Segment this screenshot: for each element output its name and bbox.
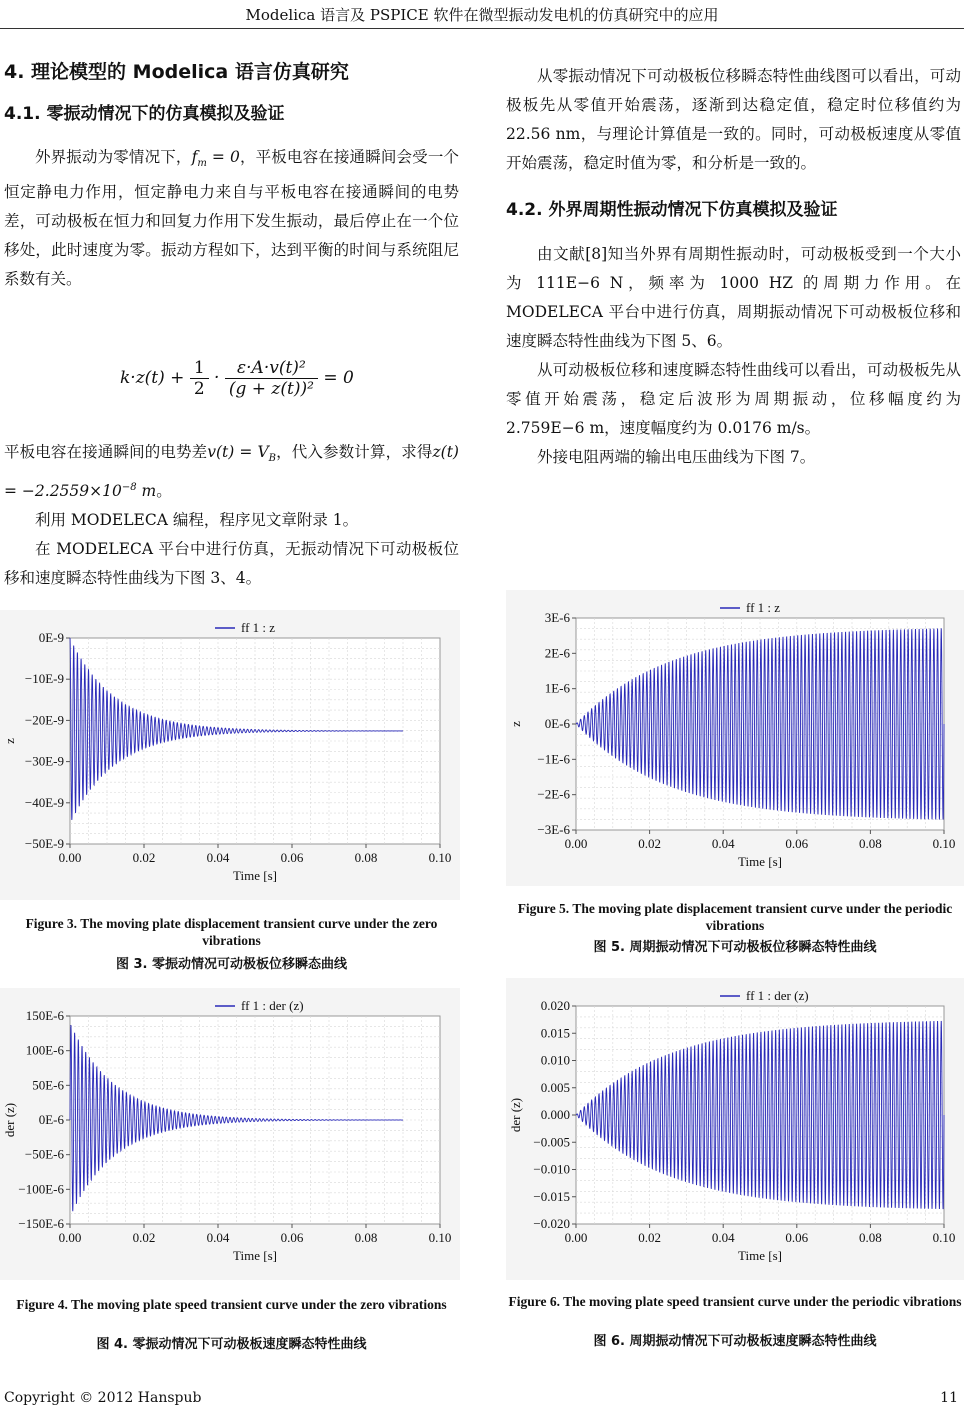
y-tick-label: 0E-6 [544, 716, 570, 731]
y-tick-label: −10E-9 [24, 671, 64, 687]
y-tick-label: −0.005 [533, 1134, 570, 1150]
legend-label: ff 1 : z [241, 620, 276, 635]
x-tick-label: 0.00 [564, 1230, 588, 1245]
x-axis-label: Time [s] [738, 854, 782, 869]
x-tick-label: 0.04 [711, 1230, 735, 1245]
y-tick-label: 0E-6 [38, 1112, 64, 1127]
paragraph: 从零振动情况下可动极板位移瞬态特性曲线图可以看出，可动极板先从零值开始震荡，逐渐到达稳定值，稳定时位移值约为 22.56 nm，与理论计算值是一致的。同时，可动极板速度从零值开始震荡，稳定时值为零，和分析是一致的。 [506, 67, 961, 172]
y-tick-label: −30E-9 [24, 753, 64, 769]
y-tick-label: −0.010 [533, 1161, 570, 1177]
y-axis-label: z [508, 721, 523, 727]
x-tick-label: 0.08 [354, 1230, 378, 1245]
y-tick-label: 0.015 [540, 1025, 570, 1041]
section-title: 4. 理论模型的 Modelica 语言仿真研究 [4, 61, 349, 83]
figure-6-caption-en: Figure 6. The moving plate speed transient curve under the periodic vibrations [508, 1294, 962, 1309]
x-tick-label: 0.00 [564, 836, 588, 851]
figure-3-caption-cn: 图 3. 零振动情况可动极板位移瞬态曲线 [115, 957, 348, 972]
running-header: Modelica 语言及 PSPICE 软件在微型振动发电机的仿真研究中的应用 [245, 6, 719, 24]
paragraph: 由文献[8]知当外界有周期性振动时，可动极板受到一个大小为 111E−6 N，频率为 1000 HZ 的周期力作用。在 MODELECA 平台中进行仿真，周期振动情况下可动极板位移和速度瞬态特性曲线为下图 5、6。 [506, 245, 961, 350]
paragraph: 平板电容在接通瞬间的电势差$v(t) = V_B$，代入参数计算，求得$z(t) = -2.2559\times 10^{-8}$ m。 [4, 443, 459, 501]
y-axis-label: der (z) [508, 1097, 523, 1133]
header-rule [0, 28, 964, 29]
figure-3-chart [0, 610, 460, 900]
y-tick-label: −50E-6 [24, 1146, 64, 1162]
y-tick-label: 0.005 [540, 1079, 570, 1095]
x-tick-label: 0.06 [785, 1230, 809, 1245]
x-tick-label: 0.04 [711, 836, 735, 851]
legend-label: ff 1 : der (z) [241, 998, 304, 1013]
y-tick-label: 1E-6 [544, 680, 570, 696]
x-tick-label: 0.10 [932, 836, 956, 851]
inline-math: $f_m = 0$ [191, 148, 240, 170]
x-tick-label: 0.08 [354, 850, 378, 865]
x-tick-label: 0.06 [280, 1230, 304, 1245]
x-tick-label: 0.08 [859, 836, 882, 851]
x-axis-label: Time [s] [233, 868, 277, 883]
y-tick-label: −20E-9 [24, 712, 64, 728]
x-tick-label: 0.08 [859, 1230, 882, 1245]
y-tick-label: 3E-6 [544, 610, 570, 625]
y-tick-label: −150E-6 [18, 1216, 64, 1231]
x-tick-label: 0.06 [280, 850, 304, 865]
figure-6-chart [506, 978, 964, 1280]
figure-4-caption-cn: 图 4. 零振动情况下可动极板速度瞬态特性曲线 [96, 1337, 367, 1352]
figure-5-chart [506, 590, 964, 886]
subsection-title-4-1: 4.1. 零振动情况下的仿真模拟及验证 [4, 104, 285, 124]
y-tick-label: −0.020 [533, 1216, 570, 1231]
paragraph: 外接电阻两端的输出电压曲线为下图 7。 [537, 448, 816, 466]
x-tick-label: 0.10 [428, 850, 452, 865]
y-tick-label: −0.015 [533, 1188, 570, 1204]
x-axis-label: Time [s] [738, 1248, 782, 1263]
figure-4-caption-en: Figure 4. The moving plate speed transient curve under the zero vibrations [16, 1297, 447, 1312]
paragraph: 在 MODELECA 平台中进行仿真，无振动情况下可动极板位移和速度瞬态特性曲线为下图 3、4。 [4, 540, 459, 588]
y-tick-label: −3E-6 [537, 822, 570, 837]
y-tick-label: 50E-6 [32, 1077, 64, 1093]
page-number: 11 [940, 1390, 958, 1406]
y-tick-label: 2E-6 [544, 645, 570, 661]
x-tick-label: 0.02 [638, 836, 661, 851]
text: ，平板电容在接通瞬间会受一个恒定静电力作用，恒定静电力来自与平板电容在接通瞬间的电势差，可动极板在恒力和回复力作用下发生振动，最后停止在一个位移处，此时速度为零。振动方程如下，达到平衡的时间与系统阻尼系数有关。 [4, 148, 459, 289]
y-tick-label: −1E-6 [537, 751, 570, 767]
paragraph: 利用 MODELECA 编程，程序见文章附录 1。 [35, 511, 359, 530]
figure-3-caption-en: Figure 3. The moving plate displacement transient curve under the zero vibrations [25, 916, 438, 948]
subsection-title-4-2: 4.2. 外界周期性振动情况下仿真模拟及验证 [506, 200, 838, 220]
paragraph [4, 143, 459, 294]
figure-4-chart [0, 988, 460, 1280]
x-tick-label: 0.10 [932, 1230, 956, 1245]
y-axis-label: der (z) [2, 1102, 17, 1138]
left-column [4, 58, 459, 294]
x-axis-label: Time [s] [233, 1248, 277, 1263]
y-tick-label: 0.020 [540, 998, 570, 1013]
figure-5-caption-en: Figure 5. The moving plate displacement transient curve under the periodic vibrations [517, 901, 953, 933]
x-tick-label: 0.00 [58, 1230, 82, 1245]
y-tick-label: −50E-9 [24, 836, 64, 851]
y-tick-label: 150E-6 [25, 1008, 64, 1023]
y-tick-label: −100E-6 [18, 1181, 64, 1197]
left-column-lower [4, 438, 459, 593]
legend-label: ff 1 : z [746, 600, 781, 615]
paragraph: 从可动极板位移和速度瞬态特性曲线可以看出，可动极板先从零值开始震荡，稳定后波形为周期振动，位移幅度约为 2.759E−6 m，速度幅度约为 0.0176 m/s。 [506, 361, 961, 437]
copyright: Copyright © 2012 Hanspub [4, 1390, 202, 1406]
x-tick-label: 0.02 [638, 1230, 661, 1245]
figure-5-caption-cn: 图 5. 周期振动情况下可动极板位移瞬态特性曲线 [593, 940, 877, 955]
x-tick-label: 0.02 [132, 850, 156, 865]
display-equation: k·z(t) + $\frac{1}{2}$ · $\frac{\text{ε·A·v(t)²}}{\text{(g + z(t))²}}$ = 0 [120, 358, 354, 399]
y-tick-label: 100E-6 [25, 1042, 64, 1058]
x-tick-label: 0.10 [428, 1230, 452, 1245]
x-tick-label: 0.00 [58, 850, 82, 865]
x-tick-label: 0.06 [785, 836, 809, 851]
x-tick-label: 0.04 [206, 1230, 230, 1245]
right-column [506, 62, 961, 472]
figure-6-caption-cn: 图 6. 周期振动情况下可动极板速度瞬态特性曲线 [593, 1334, 877, 1349]
y-tick-label: 0.010 [540, 1052, 570, 1068]
y-axis-label: z [2, 738, 17, 744]
x-tick-label: 0.04 [206, 850, 230, 865]
y-tick-label: −40E-9 [24, 794, 64, 810]
legend-label: ff 1 : der (z) [746, 988, 809, 1003]
x-tick-label: 0.02 [132, 1230, 156, 1245]
y-tick-label: −2E-6 [537, 786, 570, 802]
y-tick-label: 0.000 [540, 1107, 570, 1122]
y-tick-label: 0E-9 [38, 630, 64, 645]
text: 外界振动为零情况下， [35, 148, 192, 166]
